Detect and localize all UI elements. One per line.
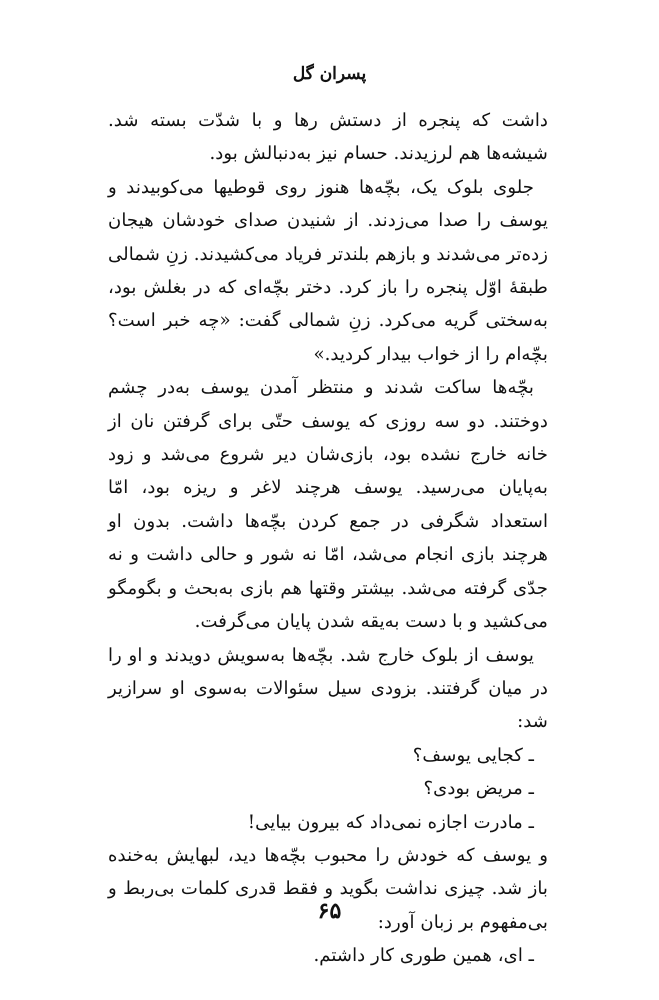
running-head-title: پسران گل <box>292 64 367 84</box>
dialog-line: ـ مادرت اجازه نمی‌داد که بیرون بیایی! <box>247 811 534 833</box>
body-text <box>108 104 548 973</box>
dialog-line: ـ کجایی یوسف؟ <box>412 744 534 766</box>
paragraph: جلوی بلوک یک، بچّه‌ها هنوز روی قوطیها می‌کوبیدند و یوسف را صدا می‌زدند. از شنیدن صدای خودشان هیجان زده‌تر می‌شدند و بازهم بلندتر فریاد می‌کشیدند. زنِ شمالی طبقهٔ اوّل پنجره را باز کرد. دختر بچّه‌ای که در بغلش بود، به‌سختی گریه می‌کرد. زنِ شمالی گفت: «چه خبر است؟ بچّه‌ام را از خواب بیدار کردید.» <box>108 176 548 365</box>
dialog-line: ـ ای، همین طوری کار داشتم. <box>313 945 534 967</box>
paragraph: داشت که پنجره از دستش رها و با شدّت بسته شد. شیشه‌ها هم لرزیدند. حسام نیز به‌دنبالش بود. <box>108 110 548 165</box>
paragraph: بچّه‌ها ساکت شدند و منتظر آمدن یوسف به‌در چشم دوختند. دو سه روزی که یوسف حتّی برای گرفتن نان از خانه خارج نشده بود، بازی‌شان دیر شروع می‌شد و زود به‌پایان می‌رسید. یوسف هرچند لاغر و ریزه بود، امّا استعداد شگرفی در جمع کردن بچّه‌ها داشت. بدون او هرچند بازی انجام می‌شد، امّا نه شور و حالی داشت و نه جدّی گرفته می‌شد. بیشتر وقتها هم بازی به‌بحث و بگومگو می‌کشید و با دست به‌یقه شدن پایان می‌گرفت. <box>108 377 548 633</box>
paragraph: و یوسف که خودش را محبوب بچّه‌ها دید، لبهایش به‌خنده باز شد. چیزی نداشت بگوید و فقط قدری کلمات بی‌ربط و بی‌مفهوم بر زبان آورد: <box>108 844 548 933</box>
page-number: ۶۵ <box>317 898 342 924</box>
paragraph: یوسف از بلوک خارج شد. بچّه‌ها به‌سویش دویدند و او را در میان گرفتند. بزودی سیل سئوالات به‌سوی او سرازیر شد: <box>108 644 548 733</box>
dialog-line: ـ مریض بودی؟ <box>423 778 534 800</box>
